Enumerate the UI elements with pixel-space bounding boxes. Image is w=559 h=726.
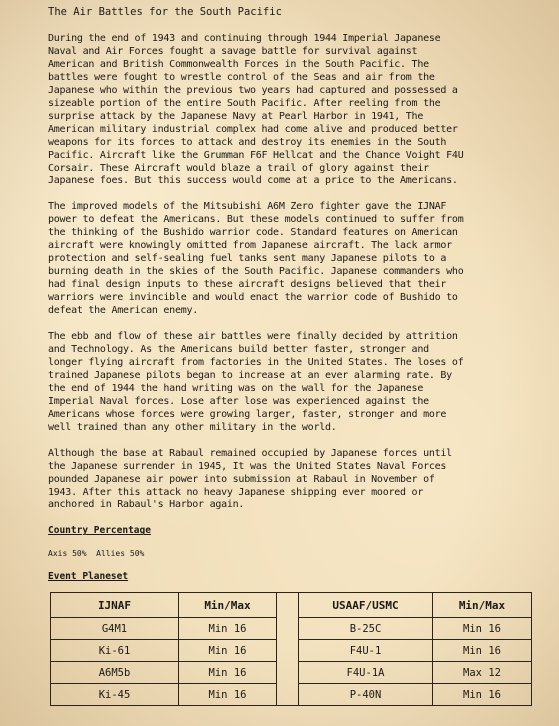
allied-count: Min 16: [433, 684, 532, 706]
table-header-row: [51, 593, 532, 618]
column-spacer: [277, 593, 299, 618]
table-row: [51, 618, 532, 640]
axis-count: Min 16: [179, 640, 277, 662]
allied-aircraft: P-40N: [299, 684, 433, 706]
column-spacer: [277, 618, 299, 640]
country-percentage-text: Axis 50% Allies 50%: [48, 549, 145, 559]
table-row: [51, 662, 532, 684]
paragraph-3: The ebb and flow of these air battles were finally decided by attrition and Technology. As the Americans build better faster, stronger and longer flying aircraft from factories in the United States. The loses of trained Japanese pilots began to increase at an ever alarming rate. By the end of 1944 the hand writing was on the wall for the Japanese Imperial Naval forces. Lose after lose was experienced against the Americans whose forces were growing larger, faster, stronger and more well trained than any other military in the world.: [48, 331, 464, 433]
country-percentage-heading: Country Percentage: [48, 525, 151, 537]
axis-aircraft: Ki-61: [51, 640, 179, 662]
allied-count: Min 16: [433, 618, 532, 640]
paragraph-1: During the end of 1943 and continuing through 1944 Imperial Japanese Naval and Air Forces fought a savage battle for survival against American and British Commonwealth Forces in the South Pacific. The battles were fought to wrestle control of the Seas and air from the Japanese who within the previous two years had captured and possessed a sizeable portion of the entire South Pacific. After reeling from the surprise attack by the Japanese Navy at Pearl Harbor in 1941, The American military industrial complex had come alive and produced better weapons for its forces to attack and destroy its enemies in the South Pacific. Aircraft like the Grumman F6F Hellcat and the Chance Voight F4U Corsair. These Aircraft would blaze a trail of glory against their Japanese foes. But this success would come at a price to the Americans.: [48, 33, 464, 187]
axis-aircraft: A6M5b: [51, 662, 179, 684]
header-allied-min-max: Min/Max: [433, 593, 532, 618]
column-spacer: [277, 662, 299, 684]
header-ijnaf: IJNAF: [51, 593, 179, 618]
axis-aircraft: G4M1: [51, 618, 179, 640]
column-spacer: [277, 684, 299, 706]
paragraph-2: The improved models of the Mitsubishi A6M Zero fighter gave the IJNAF power to defeat the Americans. But these models continued to suffer from the thinking of the Bushido warrior code. Standard features on American aircraft were knowingly omitted from Japanese aircraft. The lack armor protection and self-sealing fuel tanks sent many Japanese pilots to a burning death in the skies of the South Pacific. Japanese commanders who had final design inputs to these aircraft designs believed that their warriors were invincible and would enact the warrior code of Bushido to defeat the American enemy.: [48, 201, 464, 317]
document-title: The Air Battles for the South Pacific: [48, 6, 282, 18]
planeset-table: [50, 592, 532, 706]
paragraph-4: Although the base at Rabaul remained occupied by Japanese forces until the Japanese surrender in 1945, It was the United States Naval Forces pounded Japanese air power into submission at Rabaul in November of 1943. After this attack no heavy Japanese shipping ever moored or anchored in Rabaul's Harbor again.: [48, 447, 452, 511]
table-row: [51, 640, 532, 662]
allied-aircraft: F4U-1A: [299, 662, 433, 684]
axis-count: Min 16: [179, 662, 277, 684]
allied-count: Max 12: [433, 662, 532, 684]
header-usaaf-usmc: USAAF/USMC: [299, 593, 433, 618]
axis-count: Min 16: [179, 618, 277, 640]
axis-count: Min 16: [179, 684, 277, 706]
allied-aircraft: F4U-1: [299, 640, 433, 662]
document-page: [48, 6, 518, 583]
allied-count: Min 16: [433, 640, 532, 662]
allied-aircraft: B-25C: [299, 618, 433, 640]
table-row: [51, 684, 532, 706]
event-planeset-heading: Event Planeset: [48, 571, 129, 583]
column-spacer: [277, 640, 299, 662]
header-axis-min-max: Min/Max: [179, 593, 277, 618]
axis-aircraft: Ki-45: [51, 684, 179, 706]
